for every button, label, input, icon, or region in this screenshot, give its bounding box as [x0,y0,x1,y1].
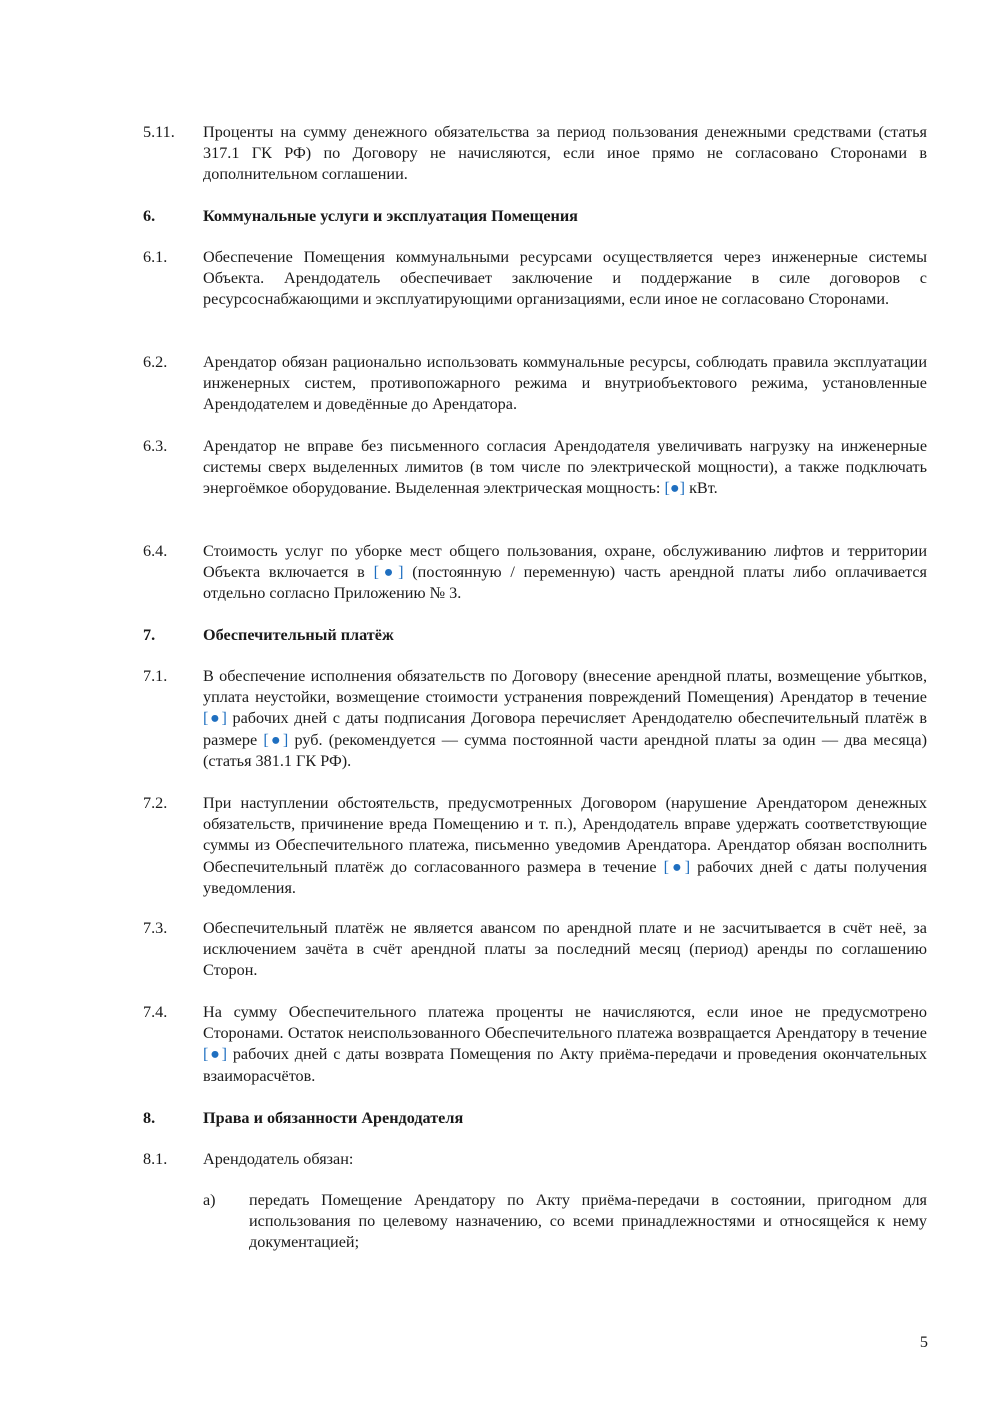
section-title: Коммунальные услуги и эксплуатация Помещения [203,207,578,225]
section-6-heading [143,206,927,227]
subclause-text: передать Помещение Арендатору по Акту приёма-передачи в состоянии, пригодном для использования по целевому назначению, со всеми принадлежностями и относящейся к нему документацией; [249,1191,927,1252]
clause-text-part: При наступлении обстоятельств, предусмотренных Договором (нарушение Арендатором денежных обязательств, причинение вреда Помещению и т. п.), Арендодатель вправе удержать соответствующие суммы из Обеспечительного платежа, письменно уведомив Арендатора. Арендатор обязан восполнить Обеспечительный платёж до согласованного размера в течение [203,794,927,876]
clause-text [203,666,927,772]
placeholder-mark: [●] [203,1045,228,1064]
clause-number: 6.3. [143,437,168,455]
clause-number: 7.4. [143,1003,168,1021]
clause-text: Обеспечительный платёж не является авансом по арендной плате и не засчитывается в счёт неё, за исключением зачёта в счёт арендной платы за последний месяц (период) аренды по соглашению Сторон. [203,919,927,980]
section-title: Права и обязанности Арендодателя [203,1109,464,1127]
clause-number: 6.2. [143,353,168,371]
placeholder-mark: [●] [373,563,404,582]
section-number: 8. [143,1109,156,1127]
section-title: Обеспечительный платёж [203,626,394,644]
clause-text-part: руб. (рекомендуется — сумма постоянной части арендной платы за один — два месяца) (статья 381.1 ГК РФ). [203,730,928,770]
clause-text-part: Стоимость услуг по уборке мест общего пользования, охране, обслуживанию лифтов и территории Объекта включается в [203,542,927,582]
clause-number: 7.1. [143,667,168,685]
clause-text-part: На сумму Обеспечительного платежа проценты не начисляются, если иное не предусмотрено Сторонами. Остаток неиспользованного Обеспечительного платежа возвращается Арендатору в течение [203,1003,927,1043]
clause-text: Арендодатель обязан: [203,1150,354,1168]
clause-7-2 [143,793,927,899]
clause-8-1 [143,1149,927,1170]
clause-7-4 [143,1002,927,1087]
clause-text-part: кВт. [685,479,718,498]
placeholder-mark: [●] [664,479,686,498]
clause-text [203,793,927,899]
clause-text-part: рабочих дней с даты подписания Договора перечисляет Арендодателю обеспечительный платёж в размере [203,709,927,749]
placeholder-mark: [●] [263,730,289,749]
clause-text-part: (постоянную / переменную) часть арендной платы либо оплачивается отдельно согласно Приложению № 3. [203,563,927,603]
placeholder-mark: [●] [203,709,227,728]
clause-number: 6.1. [143,248,168,266]
clause-7-3 [143,918,927,982]
clause-text: Обеспечение Помещения коммунальными ресурсами осуществляется через инженерные системы Объекта. Арендодатель обеспечивает заключение и поддержание в силе договоров с ресурсоснабжающими и эксплуатирующими организациями, если иное не согласовано Сторонами. [203,248,927,309]
clause-6-2 [143,352,927,416]
placeholder-mark: [●] [663,857,691,876]
clause-text: Арендатор обязан рационально использовать коммунальные ресурсы, соблюдать правила эксплуатации инженерных систем, противопожарного режима и внутриобъектового режима, установленные Арендодателем и доведённые до Арендатора. [203,353,927,414]
section-number: 7. [143,626,156,644]
clause-text [203,436,927,500]
clause-7-1 [143,666,927,772]
clause-6-4 [143,541,927,605]
clause-text [203,541,927,605]
clause-text [203,1002,927,1087]
section-7-heading [143,625,927,646]
clause-5-11 [143,122,927,186]
clause-text: Проценты на сумму денежного обязательства за период пользования денежными средствами (статья 317.1 ГК РФ) по Договору не начисляются, если иное прямо не согласовано Сторонами в дополнительном соглашении. [203,123,927,184]
clause-text-part: рабочих дней с даты получения уведомления. [203,857,927,897]
section-8-heading [143,1108,927,1129]
clause-number: 6.4. [143,542,168,560]
clause-text-part: Арендатор не вправе без письменного согласия Арендодателя увеличивать нагрузку на инженерные системы сверх выделенных лимитов (в том числе по электрической мощности), а также подключать энергоёмкое оборудование. Выделенная электрическая мощность: [203,437,927,498]
clause-text-part: рабочих дней с даты возврата Помещения по Акту приёма-передачи и проведения окончательных взаиморасчётов. [203,1045,927,1085]
clause-number: 7.3. [143,919,168,937]
clause-number: 7.2. [143,794,168,812]
subclause-letter: a) [203,1191,216,1209]
clause-text-part: В обеспечение исполнения обязательств по Договору (внесение арендной платы, возмещение убытков, уплата неустойки, возмещение стоимости устранения повреждений Помещения) Арендатор в течение [203,667,927,707]
clause-number: 5.11. [143,123,175,141]
page-number: 5 [919,1333,928,1351]
section-number: 6. [143,207,156,225]
clause-8-1-a [143,1190,927,1254]
clause-6-1 [143,247,927,311]
clause-6-3 [143,436,927,500]
clause-number: 8.1. [143,1150,168,1168]
